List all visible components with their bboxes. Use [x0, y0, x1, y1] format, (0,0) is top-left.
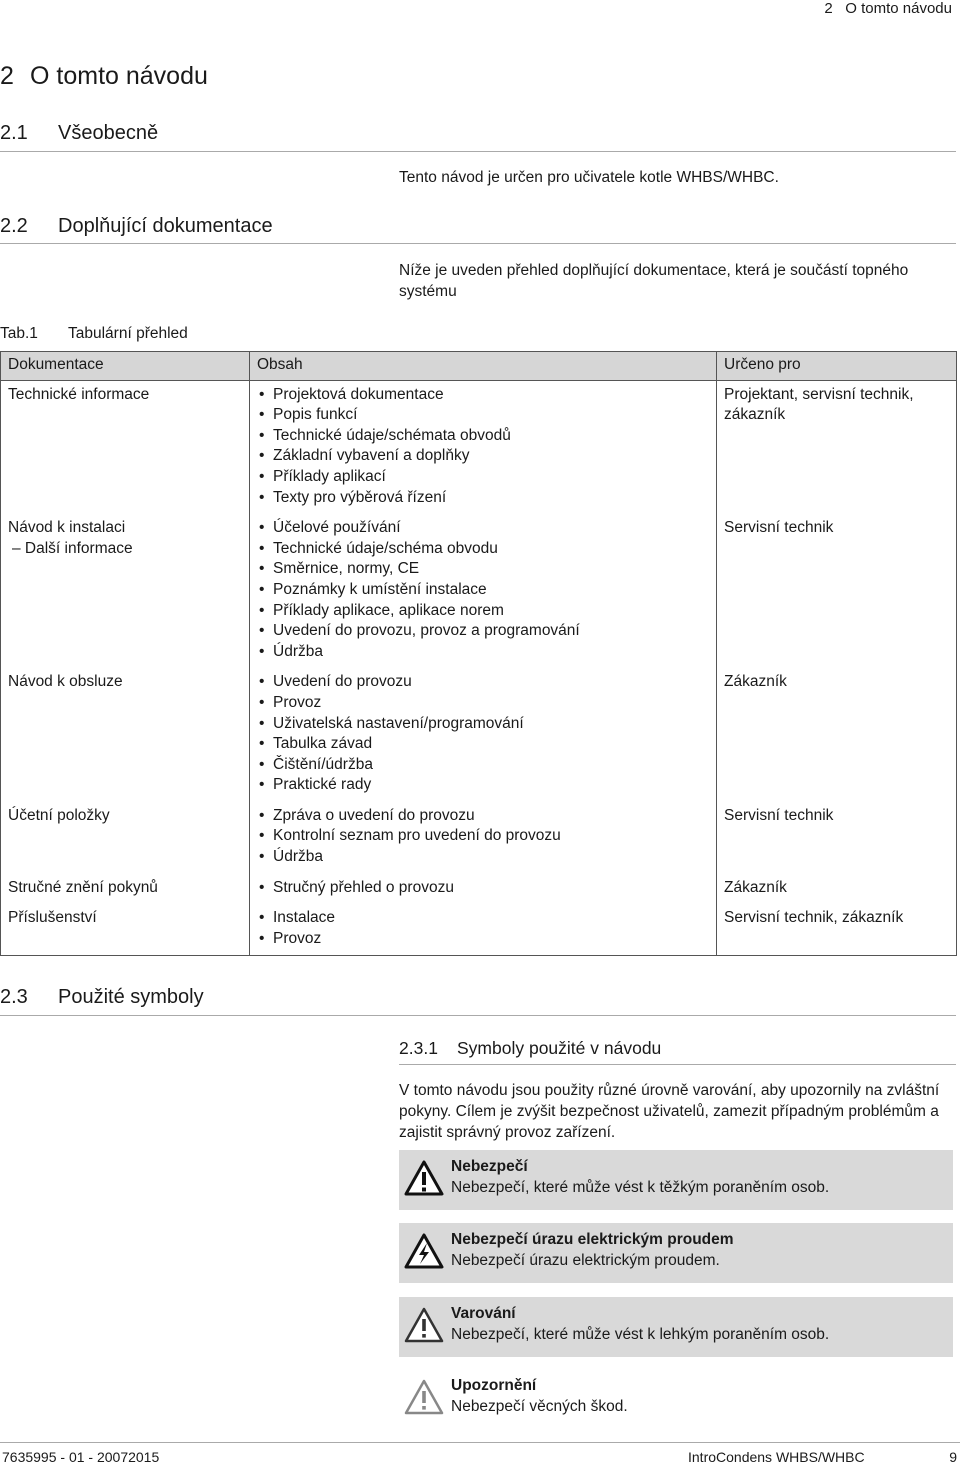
content-cell: [250, 904, 717, 956]
warning-description: Nebezpečí, které může vést k těžkým poraněním osob.: [451, 1179, 830, 1196]
doc-cell: [1, 874, 250, 905]
section-title: Všeobecně: [58, 122, 159, 144]
warning-title: Varování: [451, 1305, 516, 1322]
intended-for-cell: [717, 668, 957, 802]
section-heading-additional-docs: [0, 215, 273, 238]
content-cell: [250, 380, 717, 514]
table-row: [1, 380, 957, 514]
warning-box-electric: [399, 1223, 953, 1283]
intended-for-cell: [717, 802, 957, 874]
list-item: • Provoz: [257, 929, 709, 950]
content-list: [257, 385, 709, 509]
section-rule: [0, 151, 956, 152]
warning-text-block: [451, 1156, 829, 1198]
list-item: • Stručný přehled o provozu: [257, 878, 709, 899]
content-list: [257, 518, 709, 662]
list-item: • Technické údaje/schémata obvodů: [257, 426, 709, 447]
warning-description: Nebezpečí věcných škod.: [451, 1398, 628, 1415]
warning-title: Upozornění: [451, 1377, 537, 1394]
section-title: Doplňující dokumentace: [58, 215, 273, 237]
warning-text-block: [451, 1229, 734, 1271]
chapter-number: 2: [0, 62, 14, 90]
list-item: • Projektová dokumentace: [257, 385, 709, 406]
doc-subnote: – Další informace: [12, 539, 133, 557]
section-title: Použité symboly: [58, 986, 204, 1008]
table-header-row: [1, 352, 957, 381]
intended-for: Projektant, servisní technik, zákazník: [724, 385, 914, 424]
section-rule: [0, 1015, 956, 1016]
doc-name: Příslušenství: [8, 909, 97, 927]
header-content: Obsah: [250, 352, 717, 381]
warning-box-caution: [399, 1297, 953, 1357]
doc-name: Návod k instalaci: [8, 519, 126, 537]
section-number: 2.2: [0, 215, 28, 237]
list-item: • Praktické rady: [257, 775, 709, 796]
list-item: • Směrnice, normy, CE: [257, 559, 709, 580]
table-row: [1, 904, 957, 956]
footer-page-number: 9: [949, 1449, 957, 1465]
content-cell: [250, 802, 717, 874]
list-item: • Provoz: [257, 693, 709, 714]
doc-name: Účetní položky: [8, 806, 110, 824]
content-list: [257, 806, 709, 868]
running-header-num: 2: [824, 0, 833, 17]
list-item: • Uvedení do provozu: [257, 672, 709, 693]
section-heading-general: [0, 122, 158, 145]
content-list: [257, 672, 709, 796]
running-header: [824, 0, 952, 17]
list-item: • Popis funkcí: [257, 405, 709, 426]
list-item: • Poznámky k umístění instalace: [257, 580, 709, 601]
table-caption-title: Tabulární přehled: [68, 325, 188, 342]
doc-cell: [1, 904, 250, 956]
intended-for-cell: [717, 874, 957, 905]
warning-description: Nebezpečí úrazu elektrickým proudem.: [451, 1252, 720, 1269]
list-item: • Tabulka závad: [257, 734, 709, 755]
doc-name: Technické informace: [8, 385, 150, 403]
intended-for-cell: [717, 514, 957, 668]
symbols-intro-text: V tomto návodu jsou použity různé úrovně varování, aby upozornily na zvláštní pokyny. Cílem je zvýšit bezpečnost uživatelů, zamezit případným problémům a zajistit správný provoz zařízení.: [399, 1082, 940, 1141]
intended-for: Zákazník: [724, 673, 787, 691]
subsection-rule: [399, 1064, 956, 1065]
table-row: [1, 514, 957, 668]
list-item: • Údržba: [257, 642, 709, 663]
doc-cell: [1, 668, 250, 802]
list-item: • Zpráva o uvedení do provozu: [257, 806, 709, 827]
intended-for: Servisní technik: [724, 806, 834, 824]
list-item: • Technické údaje/schéma obvodu: [257, 539, 709, 560]
caution-triangle-icon: [404, 1378, 444, 1416]
danger-triangle-icon: [404, 1159, 444, 1197]
table-caption: [0, 325, 188, 343]
content-cell: [250, 514, 717, 668]
doc-cell: [1, 802, 250, 874]
table-row: [1, 802, 957, 874]
list-item: • Čištění/údržba: [257, 755, 709, 776]
chapter-heading: [0, 62, 208, 91]
subsection-number: 2.3.1: [399, 1038, 438, 1058]
footer-rule: [0, 1442, 960, 1443]
content-list: [257, 908, 709, 949]
intended-for: Servisní technik, zákazník: [724, 909, 904, 927]
chapter-title: O tomto návodu: [30, 62, 208, 90]
footer-product-name: IntroCondens WHBS/WHBC: [688, 1449, 865, 1465]
content-list: [257, 878, 709, 899]
header-intended-for: Určeno pro: [717, 352, 957, 381]
general-text: Tento návod je určen pro učivatele kotle WHBS/WHBC.: [399, 169, 779, 186]
warning-description: Nebezpečí, které může vést k lehkým poraněním osob.: [451, 1326, 830, 1343]
section-number: 2.1: [0, 122, 28, 144]
list-item: • Kontrolní seznam pro uvedení do provozu: [257, 826, 709, 847]
warning-text-block: [451, 1375, 628, 1417]
list-item: • Údržba: [257, 847, 709, 868]
additional-docs-text: Níže je uveden přehled doplňující dokumentace, která je součástí topného systému: [399, 262, 909, 300]
doc-cell: [1, 514, 250, 668]
documentation-table: [0, 351, 957, 956]
warning-box-danger: [399, 1150, 953, 1210]
warning-triangle-icon: [404, 1306, 444, 1344]
doc-name: Návod k obsluze: [8, 673, 123, 691]
warning-box-notice: [399, 1369, 953, 1429]
content-cell: [250, 874, 717, 905]
subsection-title: Symboly použité v návodu: [457, 1038, 662, 1058]
list-item: • Uvedení do provozu, provoz a programování: [257, 621, 709, 642]
table-caption-number: Tab.1: [0, 325, 38, 342]
section-heading-symbols: [0, 986, 204, 1009]
section-number: 2.3: [0, 986, 28, 1008]
list-item: • Příklady aplikace, aplikace norem: [257, 601, 709, 622]
intended-for: Servisní technik: [724, 519, 834, 537]
electric-hazard-icon: [404, 1232, 444, 1270]
list-item: • Texty pro výběrová řízení: [257, 488, 709, 509]
table-row: [1, 874, 957, 905]
table-row: [1, 668, 957, 802]
content-cell: [250, 668, 717, 802]
footer-doc-number: 7635995 - 01 - 20072015: [2, 1449, 160, 1465]
list-item: • Příklady aplikací: [257, 467, 709, 488]
list-item: • Základní vybavení a doplňky: [257, 446, 709, 467]
doc-name: Stručné znění pokynů: [8, 878, 158, 896]
section-rule: [0, 243, 956, 244]
intended-for: Zákazník: [724, 878, 787, 896]
running-header-title: O tomto návodu: [845, 0, 952, 17]
warning-text-block: [451, 1303, 829, 1345]
list-item: • Účelové používání: [257, 518, 709, 539]
list-item: • Uživatelská nastavení/programování: [257, 714, 709, 735]
subsection-heading: [399, 1038, 661, 1059]
intended-for-cell: [717, 380, 957, 514]
list-item: • Instalace: [257, 908, 709, 929]
header-documentation: Dokumentace: [1, 352, 250, 381]
doc-cell: [1, 380, 250, 514]
intended-for-cell: [717, 904, 957, 956]
warning-title: Nebezpečí: [451, 1158, 528, 1175]
warning-title: Nebezpečí úrazu elektrickým proudem: [451, 1231, 734, 1248]
